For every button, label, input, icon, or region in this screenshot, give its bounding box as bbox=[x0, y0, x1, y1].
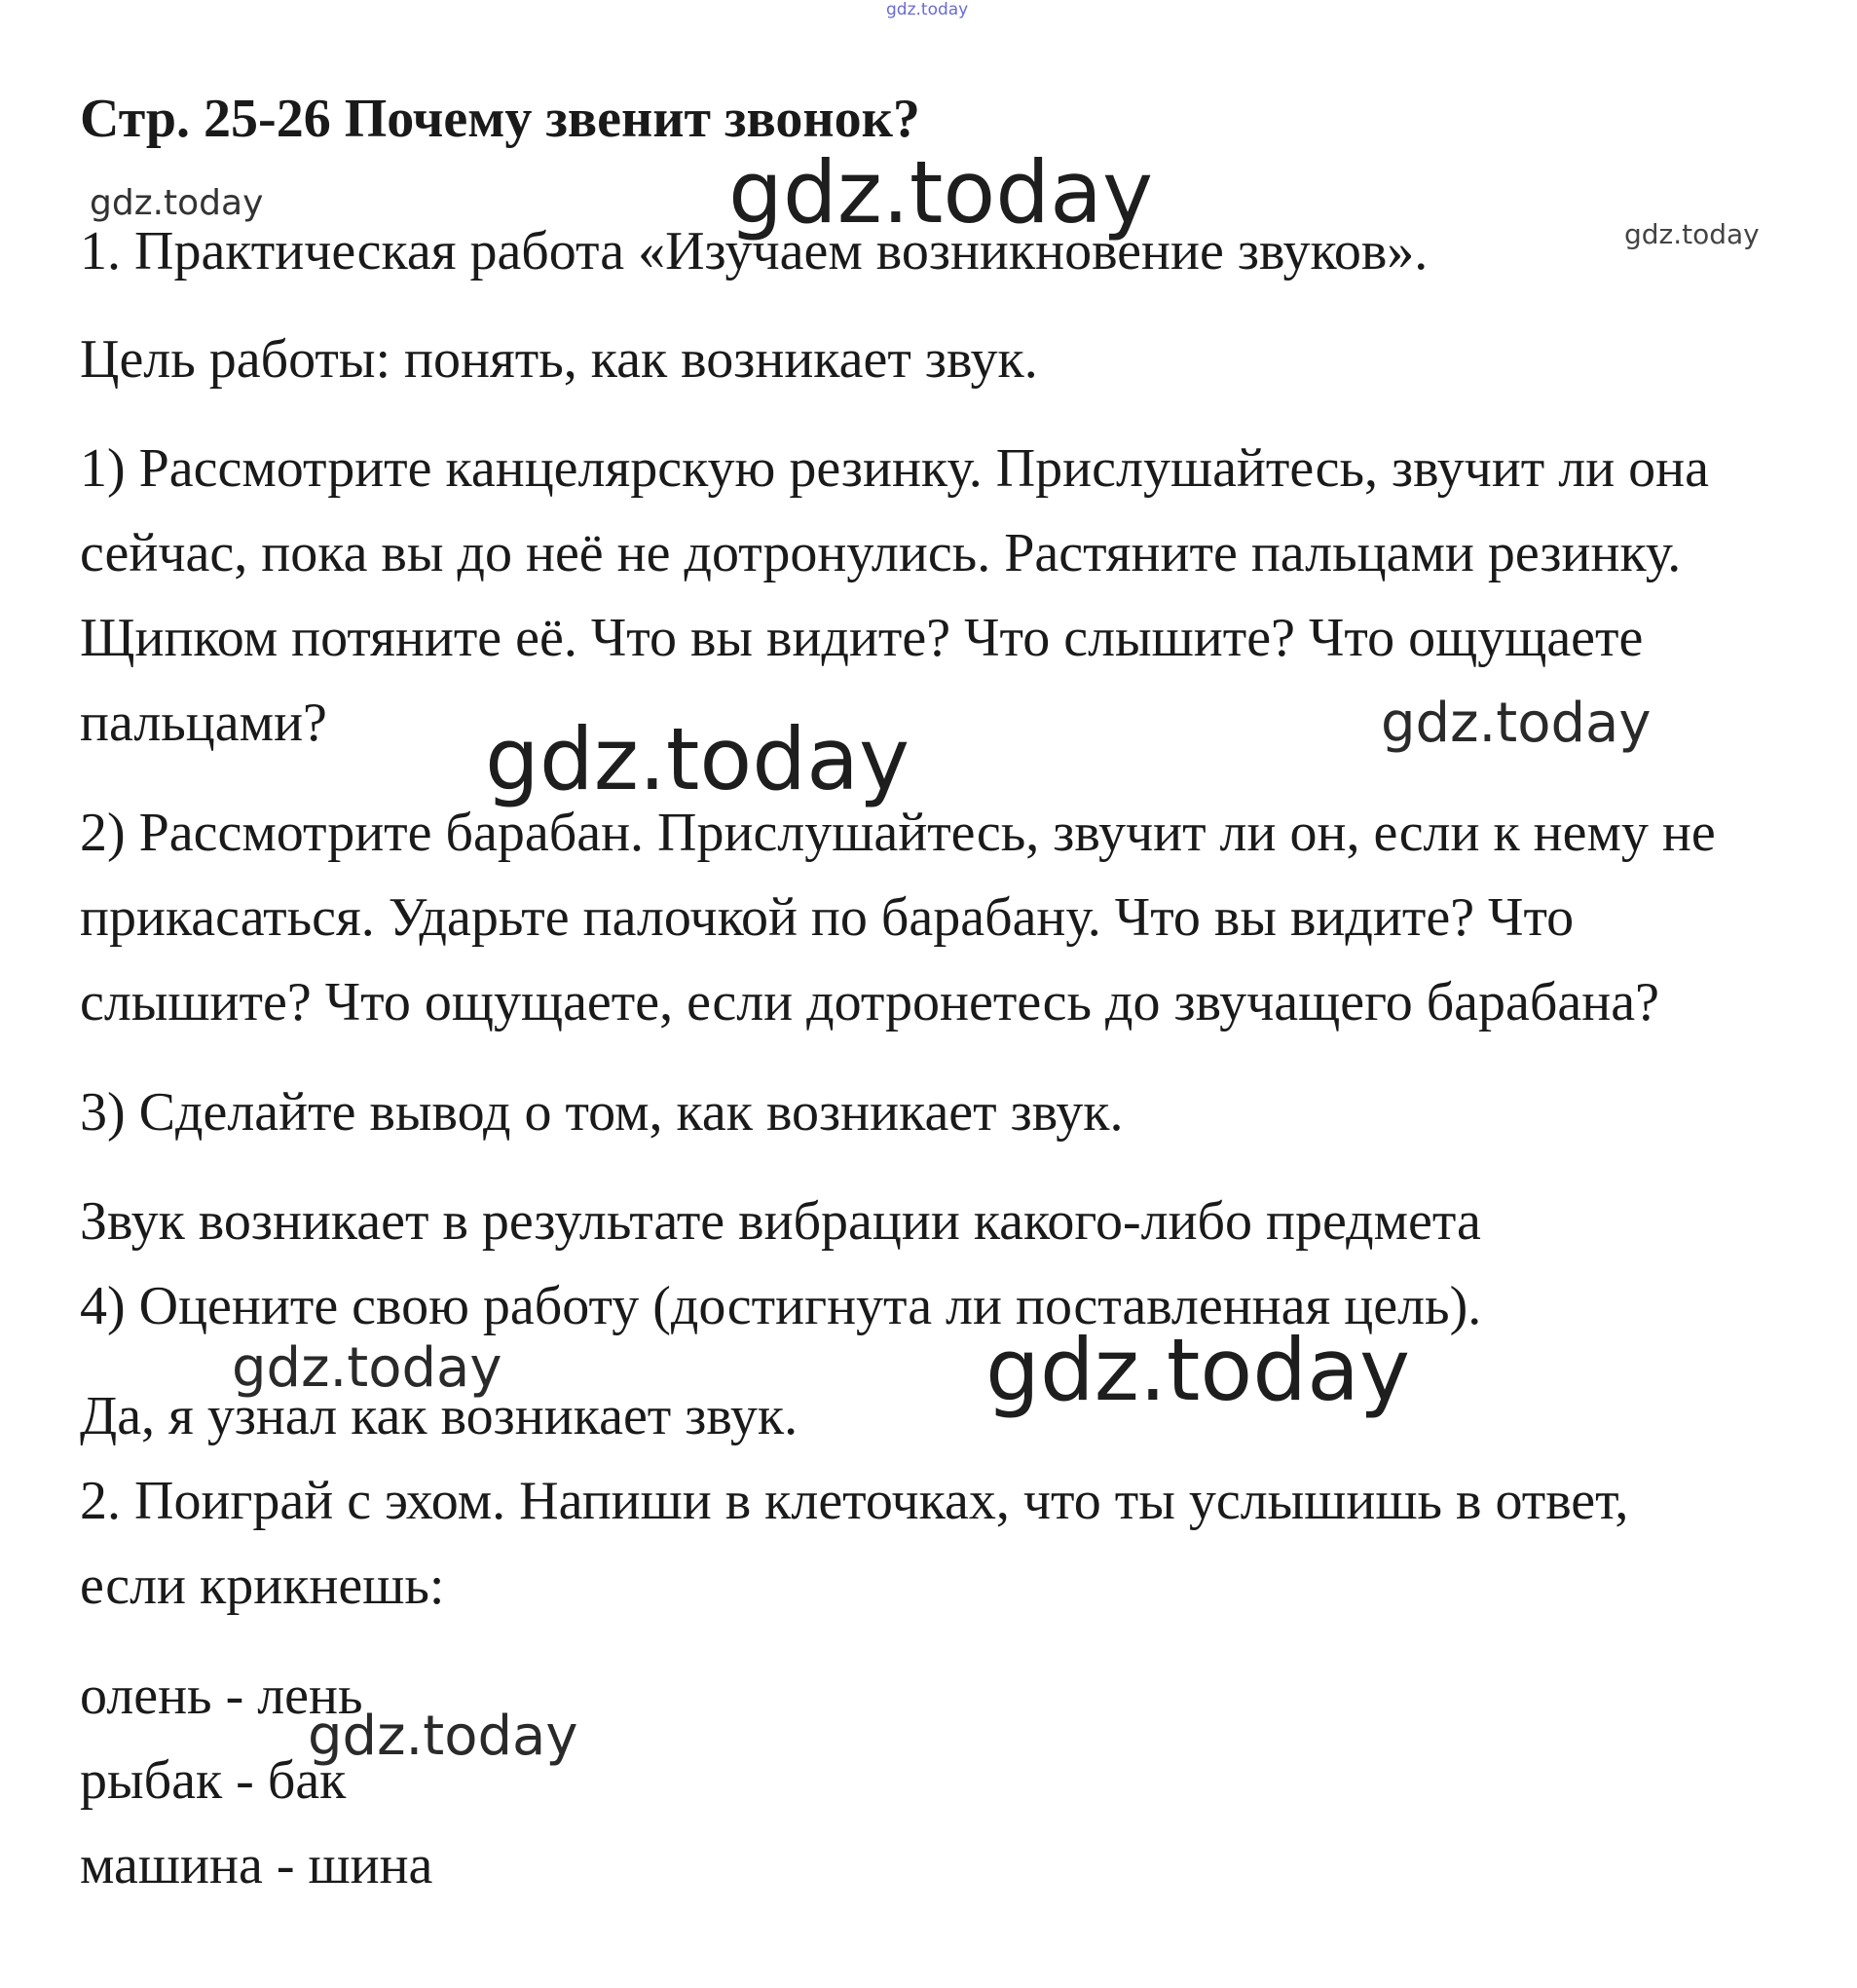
step-3-line: 3) Сделайте вывод о том, как возникает звук. bbox=[80, 1082, 1124, 1143]
step-1-line-1: 1) Рассмотрите канцелярскую резинку. Прислушайтесь, звучит ли она bbox=[80, 438, 1709, 499]
watermark: gdz.today bbox=[90, 183, 264, 223]
step-1-line-3: Щипком потяните её. Что вы видите? Что слышите? Что ощущаете bbox=[80, 608, 1644, 668]
watermark: gdz.today bbox=[232, 1336, 502, 1400]
watermark: gdz.today bbox=[985, 1320, 1411, 1420]
step-1-line-4: пальцами? bbox=[80, 693, 327, 753]
page-title: Стр. 25-26 Почему звенит звонок? bbox=[80, 89, 920, 149]
step-2-line-1: 2) Рассмотрите барабан. Прислушайтесь, звучит ли он, если к нему не bbox=[80, 803, 1716, 863]
step-4-line: 4) Оцените свою работу (достигнута ли поставленная цель). bbox=[80, 1276, 1482, 1336]
echo-answer-3: машина - шина bbox=[80, 1835, 433, 1895]
echo-answer-1: олень - лень bbox=[80, 1666, 363, 1726]
conclusion-line: Звук возникает в результате вибрации какого-либо предмета bbox=[80, 1191, 1481, 1252]
goal-line: Цель работы: понять, как возникает звук. bbox=[80, 329, 1038, 390]
task-1-heading: 1. Практическая работа «Изучаем возникновение звуков». bbox=[80, 221, 1429, 281]
step-2-line-2: прикасаться. Ударьте палочкой по барабану. Что вы видите? Что bbox=[80, 887, 1575, 948]
answer-line: Да, я узнал как возникает звук. bbox=[80, 1386, 799, 1446]
echo-answer-2: рыбак - бак bbox=[80, 1750, 347, 1811]
task-2-line-1: 2. Поиграй с эхом. Напиши в клеточках, что ты услышишь в ответ, bbox=[80, 1471, 1629, 1531]
watermark: gdz.today bbox=[485, 709, 910, 809]
watermark: gdz.today bbox=[308, 1705, 578, 1768]
watermark-top: gdz.today bbox=[886, 0, 969, 19]
step-1-line-2: сейчас, пока вы до неё не дотронулись. Растяните пальцами резинку. bbox=[80, 523, 1682, 583]
step-2-line-3: слышите? Что ощущаете, если дотронетесь до звучащего барабана? bbox=[80, 972, 1659, 1032]
watermark: gdz.today bbox=[1624, 218, 1760, 250]
watermark: gdz.today bbox=[1381, 692, 1652, 755]
task-2-line-2: если крикнешь: bbox=[80, 1556, 445, 1616]
watermark: gdz.today bbox=[728, 142, 1154, 243]
